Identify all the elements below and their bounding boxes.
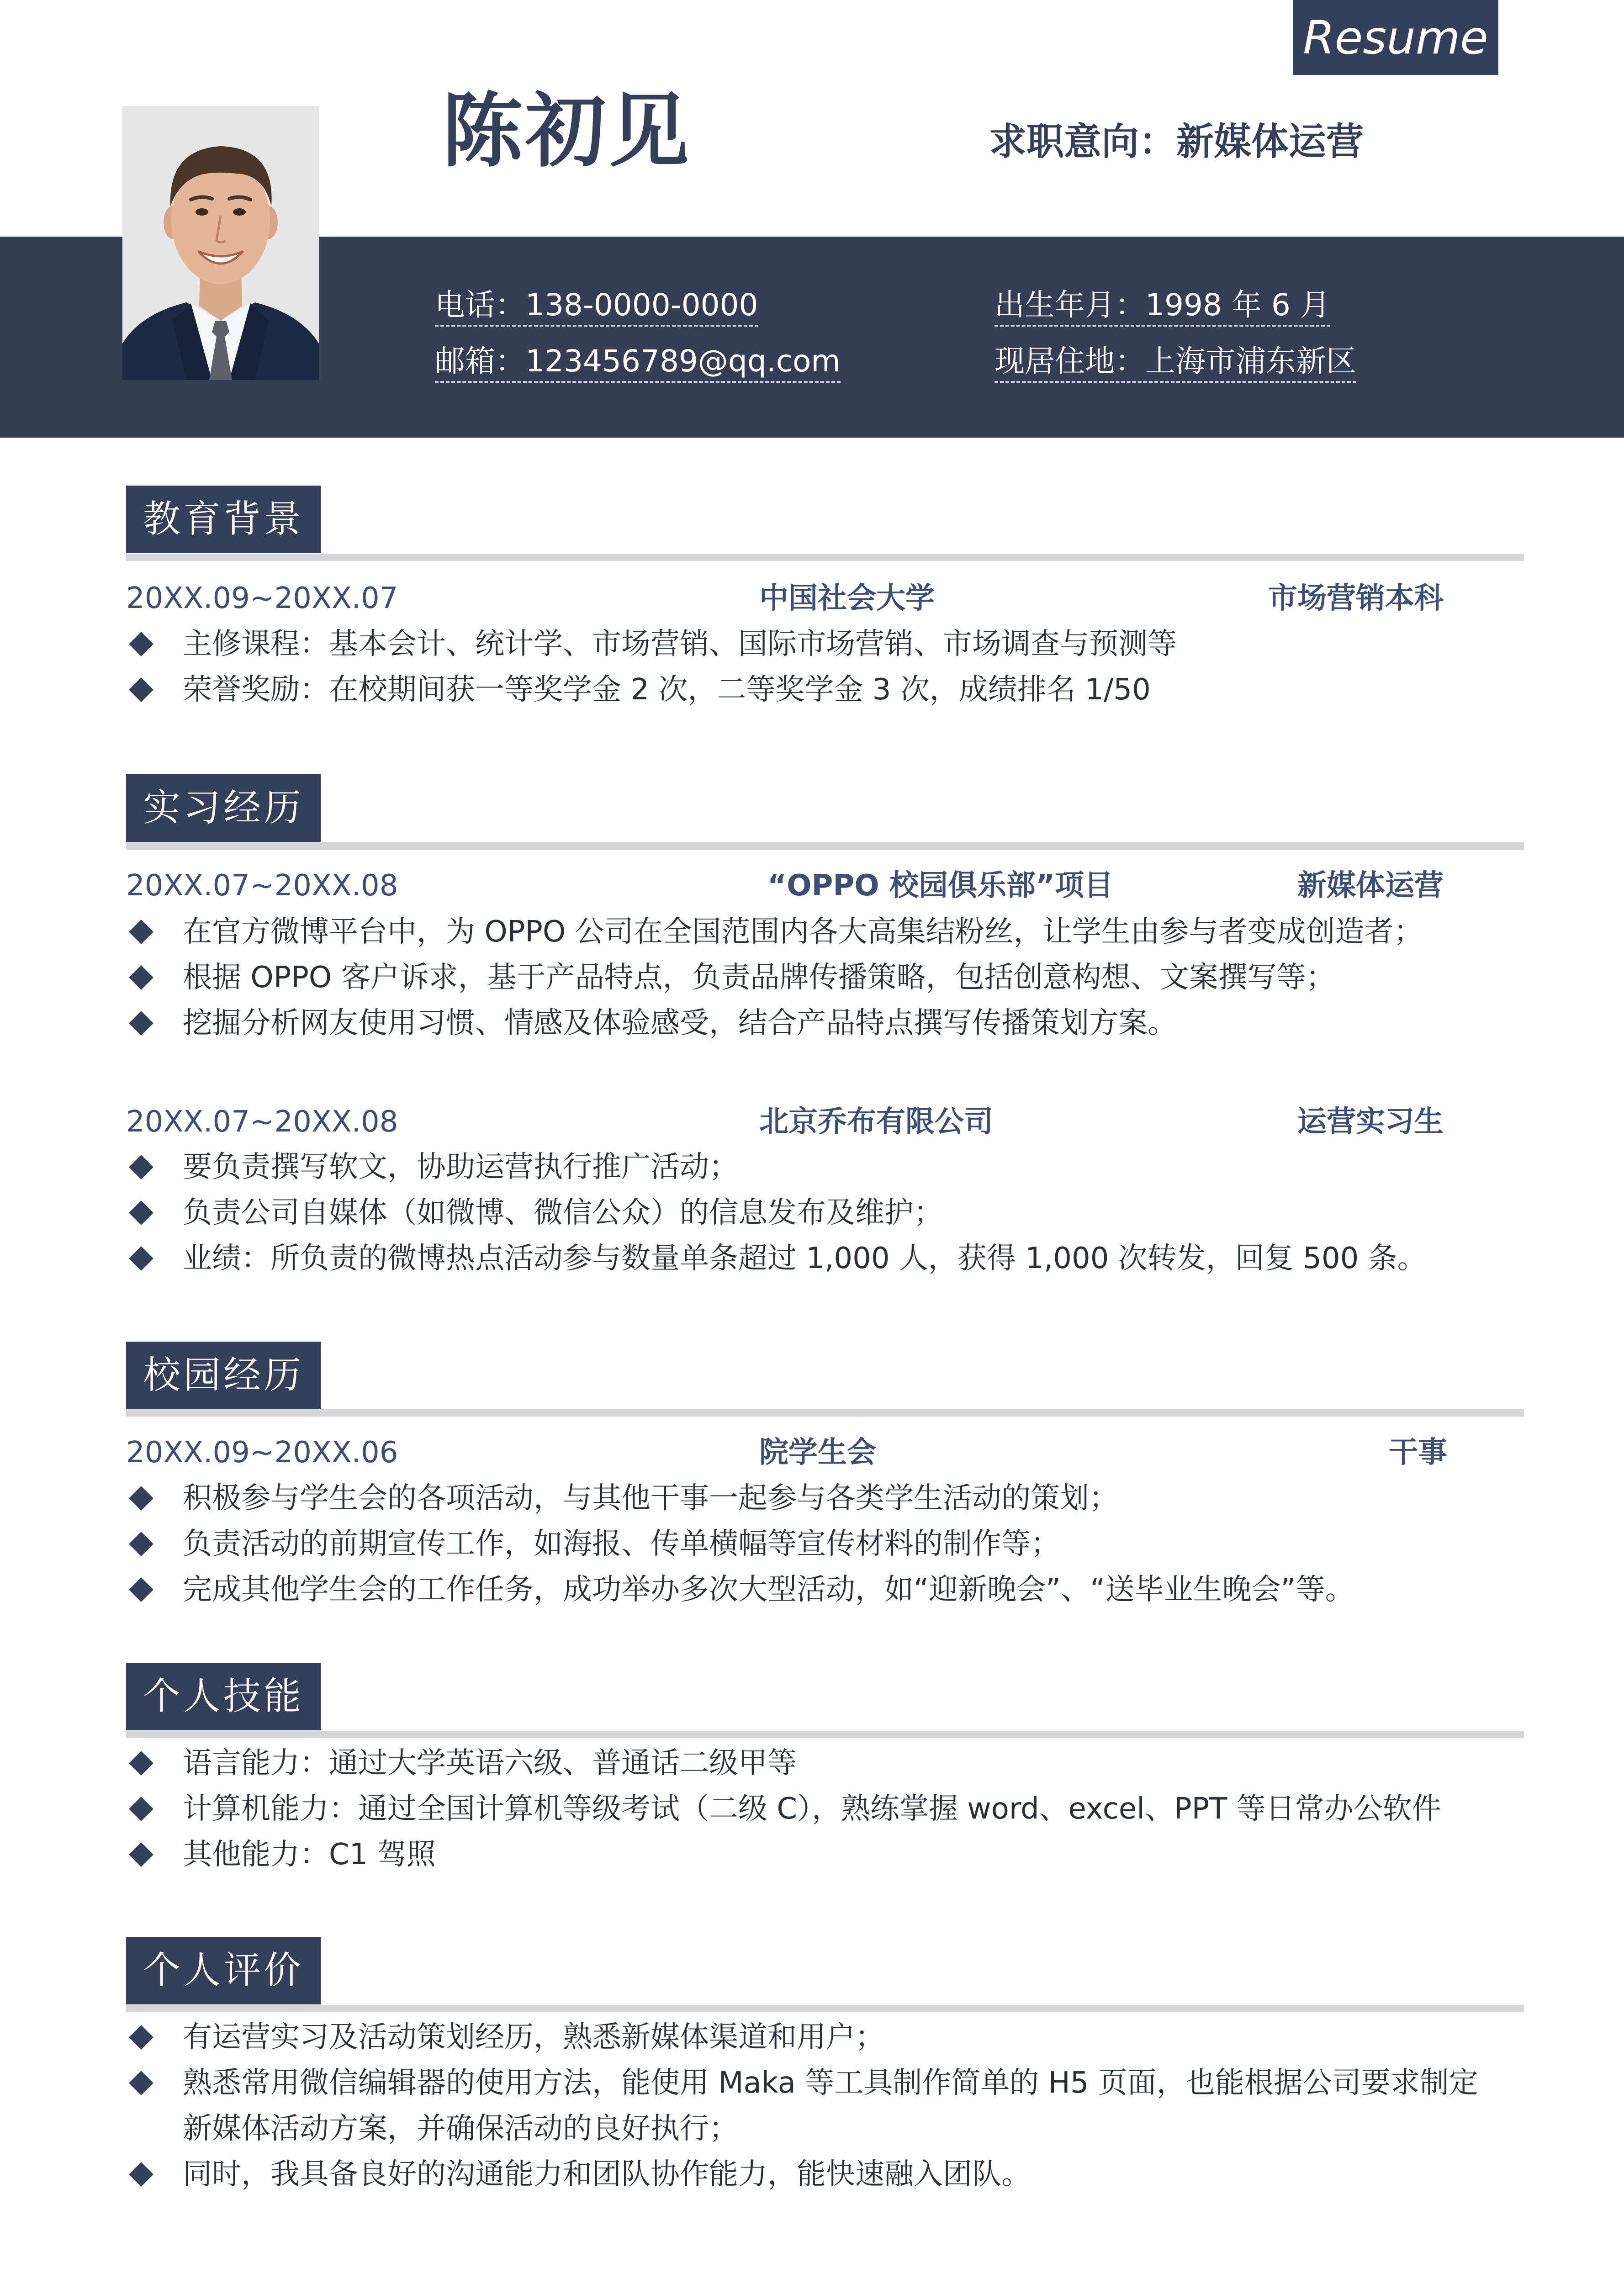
diamond-bullet-icon: [129, 2025, 153, 2050]
address-field: 现居住地：上海市浦东新区: [995, 346, 1356, 383]
list-item-text: 语言能力：通过大学英语六级、普通话二级甲等: [183, 1746, 797, 1780]
entry-date: 20XX.09~20XX.06: [126, 1436, 398, 1470]
entry-date: 20XX.07~20XX.08: [126, 1105, 398, 1139]
list-item-text: 要负责撰写软文，协助运营执行推广活动；: [183, 1150, 738, 1184]
list-item-text: 积极参与学生会的各项活动，与其他干事一起参与各类学生活动的策划；: [183, 1481, 1118, 1515]
diamond-bullet-icon: [129, 1797, 153, 1821]
diamond-bullet-icon: [129, 920, 153, 944]
diamond-bullet-icon: [129, 1246, 153, 1271]
entry-organization: 院学生会: [759, 1436, 876, 1470]
list-item-text: 其他能力：C1 驾照: [183, 1838, 436, 1872]
list-item-text: 负责公司自媒体（如微博、微信公众）的信息发布及维护；: [183, 1196, 943, 1230]
entry-role: 市场营销本科: [1268, 582, 1444, 615]
section-title-education: 教育背景: [126, 486, 321, 553]
diamond-bullet-icon: [129, 965, 153, 990]
entry-role: 运营实习生: [1297, 1105, 1444, 1139]
section-rule: [126, 2005, 1524, 2012]
diamond-bullet-icon: [129, 2071, 153, 2095]
section-rule: [126, 554, 1524, 561]
entry-date: 20XX.07~20XX.08: [126, 869, 398, 903]
list-item-text: 挖掘分析网友使用习惯、情感及体验感受，结合产品特点撰写传播策划方案。: [183, 1006, 1177, 1040]
entry-role: 新媒体运营: [1297, 869, 1444, 903]
list-item-text: 业绩：所负责的微博热点活动参与数量单条超过 1,000 人，获得 1,000 次转发，回复 500 条。: [183, 1242, 1427, 1275]
diamond-bullet-icon: [129, 1011, 153, 1036]
diamond-bullet-icon: [129, 1200, 153, 1225]
diamond-bullet-icon: [129, 632, 153, 656]
entry-organization: 北京乔布有限公司: [759, 1105, 993, 1139]
section-title-evaluation: 个人评价: [126, 1937, 321, 2004]
list-item-text: 在官方微博平台中，为 OPPO 公司在全国范围内各大高集结粉丝，让学生由参与者变成创造者；: [183, 915, 1423, 949]
resume-tag: Resume: [1293, 0, 1498, 75]
list-item-text: 有运营实习及活动策划经历，熟悉新媒体渠道和用户；: [183, 2020, 884, 2054]
candidate-name: 陈初见: [442, 85, 692, 178]
list-item-text: 熟悉常用微信编辑器的使用方法，能使用 Maka 等工具制作简单的 H5 页面，也能根据公司要求制定: [183, 2066, 1478, 2100]
list-item-text: 新媒体活动方案，并确保活动的良好执行；: [183, 2112, 738, 2146]
section-rule: [126, 1409, 1524, 1417]
section-title-internship: 实习经历: [126, 774, 321, 842]
email-field: 邮箱：123456789@qq.com: [435, 346, 841, 383]
list-item-text: 完成其他学生会的工作任务，成功举办多次大型活动，如“迎新晚会”、“送毕业生晚会”等。: [183, 1573, 1354, 1607]
diamond-bullet-icon: [129, 2162, 153, 2187]
diamond-bullet-icon: [129, 677, 153, 702]
section-title-campus: 校园经历: [126, 1342, 321, 1409]
diamond-bullet-icon: [129, 1155, 153, 1179]
diamond-bullet-icon: [129, 1577, 153, 1602]
diamond-bullet-icon: [129, 1486, 153, 1511]
list-item-text: 主修课程：基本会计、统计学、市场营销、国际市场营销、市场调查与预测等: [183, 627, 1177, 661]
section-rule: [126, 1731, 1524, 1738]
entry-role: 干事: [1389, 1436, 1447, 1470]
list-item-text: 负责活动的前期宣传工作，如海报、传单横幅等宣传材料的制作等；: [183, 1527, 1060, 1561]
entry-date: 20XX.09~20XX.07: [126, 582, 398, 615]
entry-organization: 中国社会大学: [759, 582, 935, 615]
diamond-bullet-icon: [129, 1532, 153, 1556]
list-item-text: 荣誉奖励：在校期间获一等奖学金 2 次，二等奖学金 3 次，成绩排名 1/50: [183, 673, 1151, 707]
profile-photo: [122, 106, 319, 380]
diamond-bullet-icon: [129, 1842, 153, 1867]
section-rule: [126, 842, 1524, 850]
birth-field: 出生年月：1998 年 6 月: [995, 290, 1330, 327]
entry-organization: “OPPO 校园俱乐部”项目: [767, 869, 1114, 903]
list-item-text: 根据 OPPO 客户诉求，基于产品特点，负责品牌传播策略，包括创意构想、文案撰写等；: [183, 961, 1335, 994]
section-title-skills: 个人技能: [126, 1663, 321, 1730]
job-intent: 求职意向：新媒体运营: [989, 120, 1364, 164]
diamond-bullet-icon: [129, 1751, 153, 1776]
list-item-text: 计算机能力：通过全国计算机等级考试（二级 C），熟练掌握 word、excel、PPT 等日常办公软件: [183, 1792, 1441, 1826]
list-item-text: 同时，我具备良好的沟通能力和团队协作能力，能快速融入团队。: [183, 2157, 1031, 2191]
phone-field: 电话：138-0000-0000: [435, 290, 758, 327]
